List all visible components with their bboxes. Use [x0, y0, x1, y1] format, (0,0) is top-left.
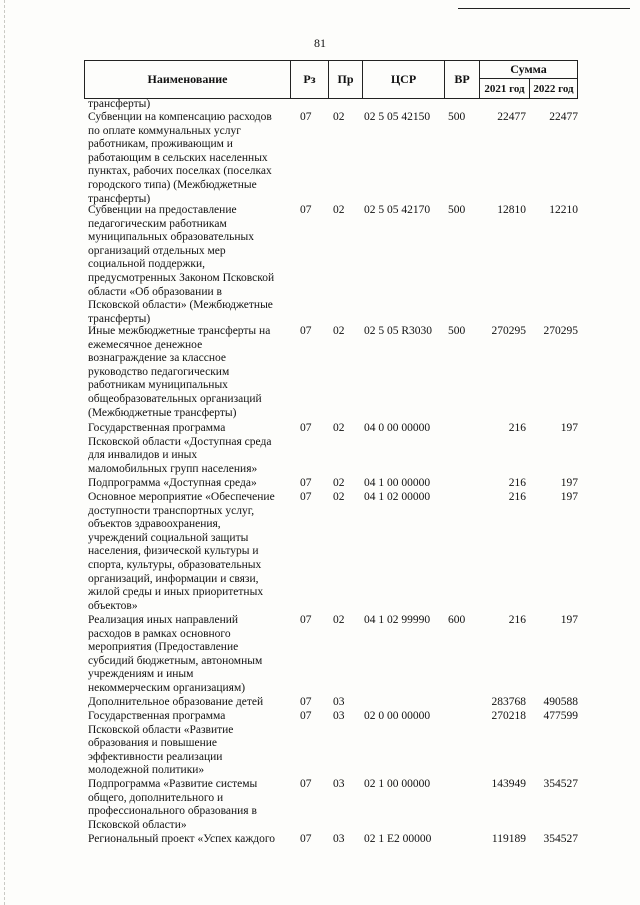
row-name: Подпрограмма «Доступная среда»	[88, 477, 257, 489]
row-rz: 07	[300, 477, 312, 489]
row-rz: 07	[300, 710, 312, 722]
row-pr: 02	[333, 204, 345, 216]
row-sum-2022: 354527	[543, 833, 578, 845]
row-sum-2022: 197	[560, 422, 578, 434]
header-vr: ВР	[444, 60, 479, 98]
page-number: 81	[314, 36, 326, 50]
row-csr: 02 0 00 00000	[364, 710, 431, 722]
row-sum-2021: 119189	[491, 833, 526, 845]
row-sum-2021: 270295	[491, 325, 526, 337]
row-pr: 02	[333, 325, 345, 337]
row-sum-2022: 270295	[543, 325, 578, 337]
row-csr: 02 1 00 00000	[364, 778, 431, 790]
row-name: Субвенции на компенсацию расходов по оплате коммунальных услуг работникам, проживающим и работающим в сельских населенных пунктах, рабочих поселках (поселках городского типа) (Межбюджетные трансферты)	[88, 111, 272, 205]
row-name: Основное мероприятие «Обеспечение доступности транспортных услуг, объектов здравоохранения, учреждений социальной защиты населения, физической культуры и спорта, культуры, образовательных организаций, информации и связи, жилой среды и иных приоритетных объектов»	[88, 491, 275, 612]
row-name: трансферты)	[88, 98, 151, 110]
row-pr: 03	[333, 696, 345, 708]
row-sum-2022: 490588	[543, 696, 578, 708]
row-csr: 04 1 02 00000	[364, 491, 431, 503]
row-name: Реализация иных направлений расходов в рамках основного мероприятия (Предоставление субсидий бюджетным, автономным учреждениям и иным некоммерческим организациям)	[88, 614, 263, 694]
row-name: Государственная программа Псковской области «Доступная среда для инвалидов и иных маломобильных групп населения»	[88, 422, 272, 475]
row-sum-2021: 12810	[497, 204, 526, 216]
row-name: Подпрограмма «Развитие системы общего, дополнительного и профессионального образования в Псковской области»	[88, 778, 258, 831]
row-vr: 500	[448, 111, 466, 123]
row-sum-2021: 216	[508, 422, 526, 434]
row-sum-2021: 143949	[491, 778, 526, 790]
row-csr: 02 5 05 42150	[364, 111, 431, 123]
row-pr: 03	[333, 778, 345, 790]
header-rz: Рз	[290, 60, 328, 98]
row-sum-2022: 197	[560, 491, 578, 503]
header-name: Наименование	[84, 60, 290, 98]
row-sum-2021: 283768	[491, 696, 526, 708]
row-sum-2021: 270218	[491, 710, 526, 722]
row-rz: 07	[300, 696, 312, 708]
row-rz: 07	[300, 325, 312, 337]
header-year-2021: 2021 год	[480, 79, 530, 98]
row-csr: 02 5 05 R3030	[364, 325, 433, 337]
row-csr: 04 0 00 00000	[364, 422, 431, 434]
row-sum-2021: 22477	[497, 111, 526, 123]
row-pr: 02	[333, 477, 345, 489]
row-sum-2022: 354527	[543, 778, 578, 790]
row-pr: 03	[333, 833, 345, 845]
row-rz: 07	[300, 614, 312, 626]
row-name: Субвенции на предоставление педагогическим работникам муниципальных образовательных организаций отдельных мер социальной поддержки, предусмотренных Законом Псковской области «Об образовании в Псковской области» (Межбюджетные трансферты)	[88, 204, 275, 325]
row-rz: 07	[300, 111, 312, 123]
row-vr: 600	[448, 614, 466, 626]
row-csr: 02 1 E2 00000	[364, 833, 432, 845]
row-name: Региональный проект «Успех каждого	[88, 833, 276, 845]
row-rz: 07	[300, 778, 312, 790]
header-pr: Пр	[328, 60, 362, 98]
header-csr: ЦСР	[362, 60, 444, 98]
row-pr: 03	[333, 710, 345, 722]
row-name: Дополнительное образование детей	[88, 696, 264, 708]
row-csr: 02 5 05 42170	[364, 204, 431, 216]
row-sum-2021: 216	[508, 614, 526, 626]
row-pr: 02	[333, 422, 345, 434]
row-rz: 07	[300, 422, 312, 434]
row-sum-2022: 12210	[549, 204, 578, 216]
row-sum-2022: 22477	[549, 111, 578, 123]
row-pr: 02	[333, 614, 345, 626]
row-pr: 02	[333, 491, 345, 503]
row-sum-2022: 197	[560, 614, 578, 626]
header-sum: Сумма	[480, 61, 577, 79]
row-vr: 500	[448, 204, 466, 216]
row-name: Государственная программа Псковской области «Развитие образования и повышение эффективности реализации молодежной политики»	[88, 710, 234, 777]
row-rz: 07	[300, 204, 312, 216]
row-sum-2022: 477599	[543, 710, 578, 722]
row-csr: 04 1 02 99990	[364, 614, 431, 626]
row-vr: 500	[448, 325, 466, 337]
row-sum-2022: 197	[560, 477, 578, 489]
row-rz: 07	[300, 833, 312, 845]
row-csr: 04 1 00 00000	[364, 477, 431, 489]
row-name: Иные межбюджетные трансферты на ежемесячное денежное вознаграждение за классное руководство педагогическим работникам муниципальных общеобразовательных организаций (Межбюджетные трансферты)	[88, 325, 271, 419]
row-sum-2021: 216	[508, 477, 526, 489]
row-sum-2021: 216	[508, 491, 526, 503]
row-pr: 02	[333, 111, 345, 123]
header-year-2022: 2022 год	[533, 82, 574, 95]
row-rz: 07	[300, 491, 312, 503]
